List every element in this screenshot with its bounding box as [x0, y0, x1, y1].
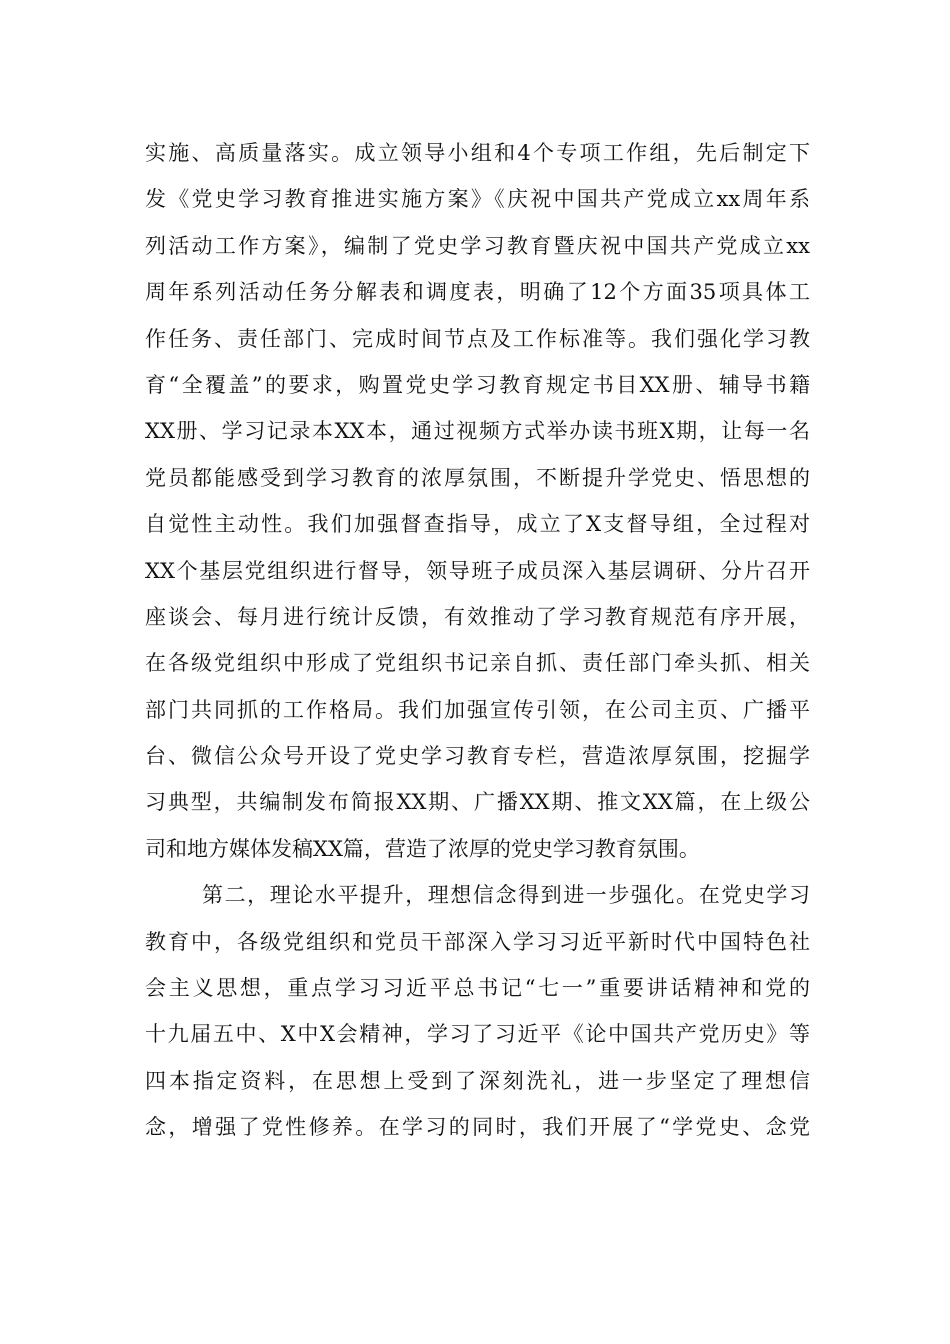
paragraph-line: 念，增强了党性修养。在学习的同时，我们开展了“学党史、念党	[145, 1115, 810, 1140]
paragraph-line: 作任务、责任部门、完成时间节点及工作标准等。我们强化学习教	[145, 326, 810, 351]
paragraph-line: 教育中，各级党组织和党员干部深入学习习近平新时代中国特色社	[145, 929, 810, 954]
paragraph-line: 习典型，共编制发布简报XX期、广播XX期、推文XX篇，在上级公	[145, 790, 810, 815]
document-body	[145, 130, 810, 1151]
paragraph-line: 周年系列活动任务分解表和调度表，明确了12个方面35项具体工	[145, 280, 810, 305]
paragraph-line: 座谈会、每月进行统计反馈，有效推动了学习教育规范有序开展，	[145, 604, 810, 629]
paragraph-line: 台、微信公众号开设了党史学习教育专栏，营造浓厚氛围，挖掘学	[145, 744, 810, 769]
paragraph-line: XX个基层党组织进行督导，领导班子成员深入基层调研、分片召开	[145, 558, 810, 583]
paragraph-line: XX册、学习记录本XX本，通过视频方式举办读书班X期，让每一名	[145, 419, 810, 444]
paragraph-line: 四本指定资料，在思想上受到了深刻洗礼，进一步坚定了理想信	[145, 1068, 810, 1093]
paragraph-line: 司和地方媒体发稿XX篇，营造了浓厚的党史学习教育氛围。	[145, 836, 700, 861]
paragraph-line: 会主义思想，重点学习习近平总书记“七一”重要讲话精神和党的	[145, 976, 810, 1001]
paragraph-line: 自觉性主动性。我们加强督查指导，成立了X支督导组，全过程对	[145, 512, 810, 537]
paragraph-line: 在各级党组织中形成了党组织书记亲自抓、责任部门牵头抓、相关	[145, 651, 810, 676]
paragraph-line: 发《党史学习教育推进实施方案》《庆祝中国共产党成立xx周年系	[145, 187, 810, 212]
paragraph-line: 党员都能感受到学习教育的浓厚氛围，不断提升学党史、悟思想的	[145, 465, 810, 490]
paragraph-1	[145, 130, 810, 872]
paragraph-line: 列活动工作方案》，编制了党史学习教育暨庆祝中国共产党成立xx	[145, 233, 810, 258]
paragraph-line: 第二，理论水平提升，理想信念得到进一步强化。在党史学习	[202, 883, 810, 908]
paragraph-2	[145, 872, 810, 1150]
paragraph-line: 十九届五中、X中X会精神，学习了习近平《论中国共产党历史》等	[145, 1022, 810, 1047]
paragraph-line: 育“全覆盖”的要求，购置党史学习教育规定书目XX册、辅导书籍	[145, 372, 810, 397]
paragraph-line: 部门共同抓的工作格局。我们加强宣传引领，在公司主页、广播平	[145, 697, 810, 722]
paragraph-line: 实施、高质量落实。成立领导小组和4个专项工作组，先后制定下	[145, 141, 810, 165]
